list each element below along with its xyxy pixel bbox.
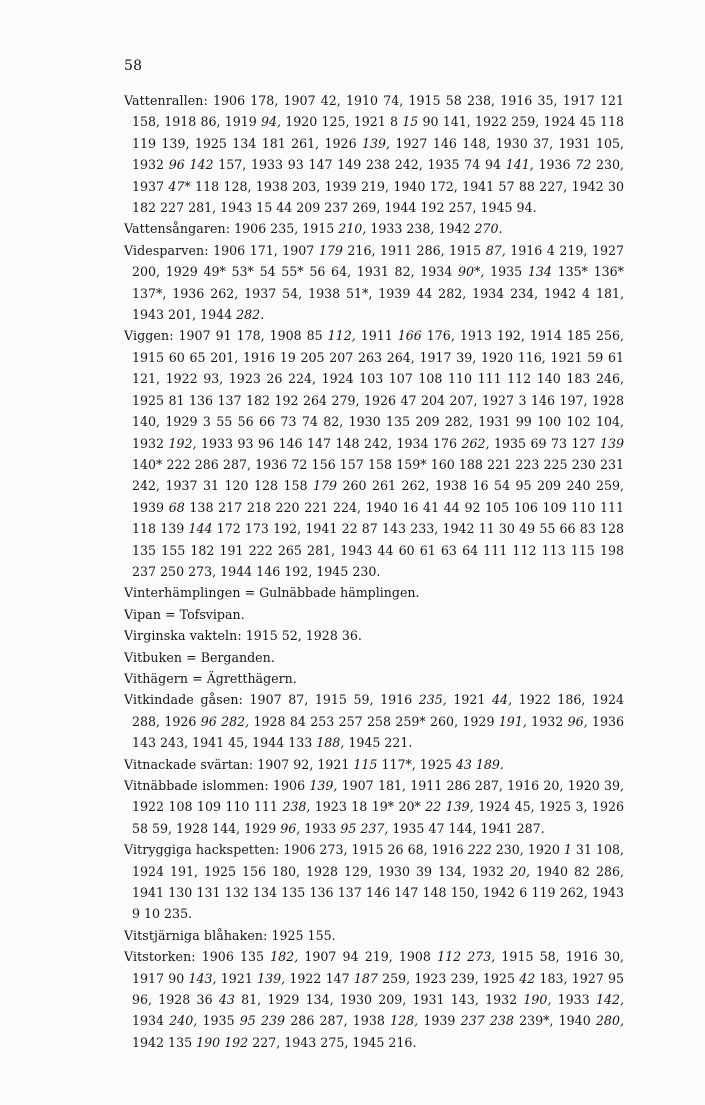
entry-ref: 230, 1937 <box>132 157 624 194</box>
entry-ref: 260 261 262, 1938 16 54 95 209 240 259, 1939 <box>132 478 625 515</box>
entry-ref: 1906 235, 1915 <box>230 221 339 237</box>
entry-ref-italic: 142, <box>595 992 624 1008</box>
index-entry <box>124 90 624 218</box>
entry-ref: = Tofsvipan. <box>161 606 245 622</box>
entry-ref-italic: 43 <box>218 992 235 1008</box>
entry-ref: 135* 136* 137*, 1936 262, 1937 54, 1938 51*, 1939 44 282, 1934 234, 1942 4 181, 1943 201, 1944 <box>132 264 624 323</box>
entry-ref: 1907 92, 1921 <box>253 756 354 772</box>
entry-ref: 239*, 1940 <box>513 1013 596 1029</box>
entry-ref-italic: 42 <box>519 970 536 986</box>
index-entry <box>124 839 624 925</box>
entry-ref-italic: 47* <box>168 178 191 194</box>
entry-ref-italic: 179 <box>313 478 338 494</box>
entry-ref-italic: 237 238 <box>460 1013 514 1029</box>
entry-ref-italic: 188, <box>316 735 345 751</box>
index-entry <box>124 625 624 646</box>
entry-ref: 1906 135 <box>195 949 271 965</box>
entry-ref-italic: 240, <box>169 1013 198 1029</box>
index-entries <box>124 90 624 1053</box>
index-entry <box>124 325 624 582</box>
index-entry <box>124 240 624 326</box>
entry-ref: 286 287, 1938 <box>285 1013 391 1029</box>
entry-ref: 1935 <box>197 1013 240 1029</box>
entry-ref: 1932 <box>526 713 568 729</box>
entry-ref: 138 217 218 220 221 224, 1940 16 41 44 92 105 106 109 110 111 118 139 <box>132 499 624 537</box>
index-entry <box>124 925 624 946</box>
entry-ref: = Gulnäbbade hämplingen. <box>240 585 420 601</box>
entry-ref: 1927 146 148, 1930 37, 1931 105, 1932 <box>132 135 624 173</box>
entry-headword: Videsparven: <box>124 242 209 258</box>
entry-ref-italic: 187 <box>353 970 378 986</box>
entry-ref-italic: 280, <box>595 1013 624 1029</box>
entry-headword: Vinterhämplingen <box>124 585 241 601</box>
entry-ref: 1933 93 96 146 147 148 242, 1934 176 <box>196 435 462 451</box>
entry-ref-italic: 87, <box>485 242 506 258</box>
entry-ref: 1936 143 243, 1941 45, 1944 133 <box>132 713 624 751</box>
entry-ref: 1911 <box>355 328 398 344</box>
entry-ref-italic: 190, <box>523 992 552 1008</box>
entry-ref: 1935 <box>484 264 528 280</box>
entry-headword: Vitbuken <box>124 649 183 665</box>
entry-ref-italic: 44, <box>492 692 513 708</box>
entry-ref: 1907 87, 1915 59, 1916 <box>242 692 419 708</box>
entry-ref-italic: 190 192 <box>196 1034 249 1050</box>
entry-ref: 157, 1933 93 147 149 238 242, 1935 74 94 <box>213 157 506 173</box>
entry-headword: Virginska vakteln: <box>124 628 242 644</box>
entry-ref: = Berganden. <box>182 649 275 665</box>
entry-ref-italic: 96, <box>280 820 301 836</box>
entry-ref-italic: 282. <box>236 307 265 323</box>
index-entry <box>124 218 624 239</box>
entry-ref: 1921 <box>216 970 258 986</box>
entry-ref: 31 108, 1924 191, 1925 156 180, 1928 129, 1930 39 134, 1932 <box>132 842 624 879</box>
entry-ref-italic: 139, <box>309 778 338 793</box>
index-entry <box>124 754 624 775</box>
entry-ref-italic: 270. <box>474 221 503 237</box>
entry-headword: Vitkindade gåsen: <box>124 692 243 708</box>
entry-ref-italic: 1 <box>563 842 572 858</box>
entry-ref: 1933 <box>551 992 596 1008</box>
entry-ref: 1916 4 219, 1927 200, 1929 49* 53* 54 55* 56 64, 1931 82, 1934 <box>132 242 624 280</box>
entry-ref: = Ägretthägern. <box>188 670 297 686</box>
entry-ref-italic: 112 273, <box>437 949 496 965</box>
entry-ref: 1906 178, 1907 42, 1910 74, 1915 58 238, 1916 35, 1917 121 158, 1918 86, 1919 <box>132 93 624 130</box>
entry-ref-italic: 112, <box>327 328 356 344</box>
entry-ref: 1907 94 219, 1908 <box>298 949 438 965</box>
entry-headword: Vitnäbbade islommen: <box>124 778 269 793</box>
entry-headword: Vitryggiga hackspetten: <box>124 842 280 858</box>
entry-headword: Vattensångaren: <box>124 221 231 237</box>
entry-ref: 1936 <box>533 157 576 173</box>
entry-ref: 1906 <box>268 778 310 793</box>
entry-ref: 1924 45, 1925 3, 1926 58 59, 1928 144, 1929 <box>132 799 624 836</box>
entry-ref-italic: 191, <box>498 713 527 729</box>
entry-ref: 1922 186, 1924 288, 1926 <box>132 692 624 729</box>
index-entry <box>124 582 624 603</box>
entry-ref: 1906 273, 1915 26 68, 1916 <box>279 842 468 858</box>
entry-ref-italic: 15 <box>402 114 419 130</box>
entry-ref: 1933 <box>300 820 341 836</box>
entry-ref-italic: 72 <box>575 157 592 173</box>
entry-ref: 1935 47 144, 1941 287. <box>388 820 545 836</box>
index-entry <box>124 604 624 625</box>
entry-ref: 1907 181, 1911 286 287, 1916 20, 1920 39, 1922 108 109 110 111 <box>132 778 625 815</box>
entry-ref-italic: 128, <box>390 1013 419 1029</box>
entry-ref-italic: 43 189. <box>455 756 504 772</box>
page-number: 58 <box>124 58 143 74</box>
index-entry <box>124 668 624 689</box>
entry-ref: 1933 238, 1942 <box>366 221 475 237</box>
entry-ref: 1942 135 <box>132 1034 197 1050</box>
entry-ref: 1915 52, 1928 36. <box>241 628 362 644</box>
entry-ref: 1921 <box>446 692 493 708</box>
entry-ref-italic: 90*, <box>458 264 485 280</box>
entry-ref: 1906 171, 1907 <box>208 242 319 258</box>
entry-ref: 227, 1943 275, 1945 216. <box>248 1034 417 1050</box>
entry-ref: 1940 82 286, 1941 130 131 132 134 135 136 137 146 147 148 150, 1942 6 119 262, 1943 9 10 235. <box>132 863 624 922</box>
entry-ref: 176, 1913 192, 1914 185 256, 1915 60 65 201, 1916 19 205 207 263 264, 1917 39, 1920 116, 1921 59 61 121, 1922 93, 1923 26 224, 1924 103 107 108 110 111 112 140 183 246, 1925 81 136 137 182 192 264 279, 1926 47 204 207, 1927 3 146 197, 1928 140, 1929 3 55 56 66 73 74 82, 1930 135 209 282, 1931 99 100 102 104, 1932 <box>132 328 624 451</box>
entry-ref: 140* 222 286 287, 1936 72 156 157 158 159* 160 188 221 223 225 230 231 242, 1937 31 120 128 158 <box>132 456 624 494</box>
entry-headword: Vithägern <box>124 670 189 686</box>
index-entry <box>124 946 624 1053</box>
entry-ref: 172 173 192, 1941 22 87 143 233, 1942 11 30 49 55 66 83 128 135 155 182 191 222 265 281, 1943 44 60 61 63 64 111 112 113 115 198 237 250 273, 1944 146 192, 1945 230. <box>132 521 624 579</box>
entry-ref: 1925 155. <box>267 927 336 943</box>
index-entry <box>124 775 624 839</box>
entry-ref-italic: 143, <box>188 970 217 986</box>
entry-ref-italic: 166 <box>397 328 422 344</box>
entry-ref: 183, 1927 95 96, 1928 36 <box>132 970 624 1008</box>
entry-ref-italic: 222 <box>467 842 492 858</box>
entry-ref-italic: 134 <box>527 264 552 280</box>
entry-ref: 1945 221. <box>344 735 413 751</box>
entry-ref-italic: 115 <box>353 756 378 772</box>
entry-ref: 1922 147 <box>285 970 354 986</box>
entry-ref-italic: 68 <box>168 499 185 515</box>
index-entry <box>124 647 624 668</box>
entry-ref: 1915 58, 1916 30, 1917 90 <box>132 949 624 986</box>
entry-ref-italic: 96 142 <box>168 157 214 173</box>
entry-ref-italic: 235, <box>418 692 447 708</box>
entry-headword: Viggen: <box>124 328 174 344</box>
entry-ref-italic: 182, <box>270 949 299 965</box>
entry-headword: Vipan <box>124 606 162 622</box>
entry-headword: Vitnackade svärtan: <box>124 756 254 772</box>
entry-ref: 1935 69 73 127 <box>489 435 600 451</box>
entry-ref: 1934 <box>132 1013 170 1029</box>
entry-ref-italic: 139, <box>361 135 391 151</box>
entry-ref-italic: 139 <box>599 435 625 451</box>
entry-ref-italic: 141, <box>505 157 534 173</box>
entry-headword: Vitstorken: <box>124 949 196 965</box>
entry-ref-italic: 139, <box>257 970 286 986</box>
entry-ref-italic: 262, <box>461 435 490 451</box>
entry-headword: Vitstjärniga blåhaken: <box>124 927 268 943</box>
entry-headword: Vattenrallen: <box>124 93 208 108</box>
entry-ref-italic: 95 239 <box>239 1013 286 1029</box>
entry-ref: 216, 1911 286, 1915 <box>342 242 486 258</box>
entry-ref-italic: 179 <box>318 242 343 258</box>
entry-ref: 259, 1923 239, 1925 <box>377 970 520 986</box>
entry-ref-italic: 96 282, <box>200 713 250 729</box>
entry-ref: 117*, 1925 <box>377 756 456 772</box>
entry-ref-italic: 94, <box>261 114 282 130</box>
entry-ref: 1928 84 253 257 258 259* 260, 1929 <box>249 713 499 729</box>
entry-ref-italic: 238, <box>282 799 311 815</box>
entry-ref: 1920 125, 1921 8 <box>281 114 403 130</box>
entry-ref-italic: 20, <box>509 863 531 879</box>
entry-ref: 230, 1920 <box>491 842 564 858</box>
entry-ref: 118 128, 1938 203, 1939 219, 1940 172, 1941 57 88 227, 1942 30 182 227 281, 1943 15 44 209 237 269, 1944 192 257, 1945 94. <box>132 178 624 216</box>
entry-ref: 1907 91 178, 1908 85 <box>173 328 328 344</box>
entry-ref-italic: 210, <box>338 221 367 237</box>
entry-ref: 81, 1929 134, 1930 209, 1931 143, 1932 <box>234 992 524 1008</box>
entry-ref: 1923 18 19* 20* <box>310 799 426 815</box>
entry-ref-italic: 96, <box>567 713 588 729</box>
entry-ref-italic: 22 139, <box>425 799 474 815</box>
entry-ref-italic: 95 237, <box>340 820 389 836</box>
entry-ref: 1939 <box>418 1013 461 1029</box>
entry-ref-italic: 192, <box>168 435 197 451</box>
index-entry <box>124 689 624 753</box>
entry-ref-italic: 144 <box>188 521 213 537</box>
entry-ref: 90 141, 1922 259, 1924 45 118 119 139, 1925 134 181 261, 1926 <box>132 114 625 151</box>
